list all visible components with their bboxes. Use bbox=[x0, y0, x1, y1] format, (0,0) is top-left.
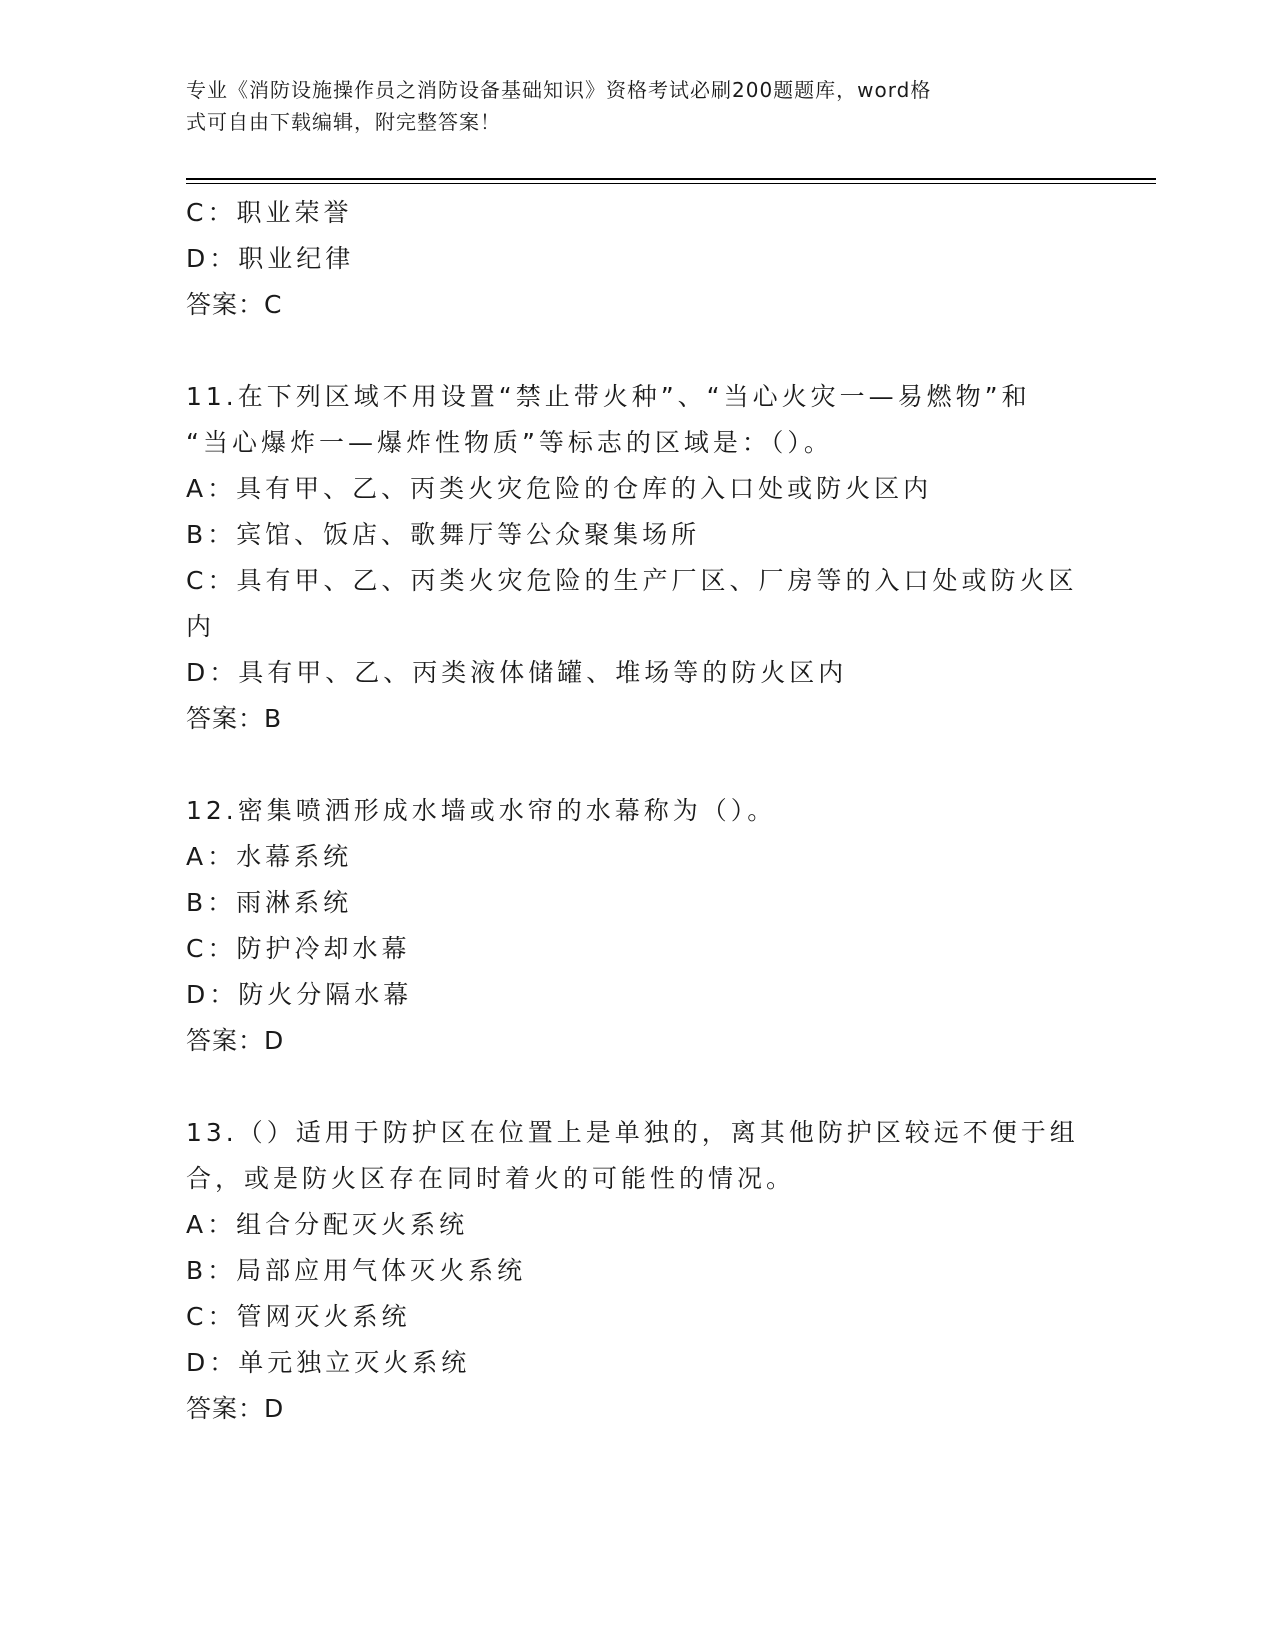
answer: 答案：C bbox=[186, 290, 283, 319]
option-d: D：防火分隔水幕 bbox=[186, 980, 413, 1009]
spacer bbox=[186, 742, 1086, 788]
spacer bbox=[186, 328, 1086, 374]
option-c-continued: 内 bbox=[186, 612, 216, 641]
option-b: B：局部应用气体灭火系统 bbox=[186, 1256, 527, 1285]
option-c: C：防护冷却水幕 bbox=[186, 934, 411, 963]
question-10-tail bbox=[186, 190, 1086, 328]
option-c: C：具有甲、乙、丙类火灾危险的生产厂区、厂房等的入口处或防火区 bbox=[186, 566, 1078, 595]
option-d: D：单元独立灭火系统 bbox=[186, 1348, 471, 1377]
header-rule-thick bbox=[186, 178, 1156, 180]
option-a: A：水幕系统 bbox=[186, 842, 353, 871]
answer: 答案：B bbox=[186, 704, 283, 733]
answer: 答案：D bbox=[186, 1394, 285, 1423]
question-text: “当心爆炸一—爆炸性物质”等标志的区域是：（）。 bbox=[186, 428, 833, 457]
option-a: A：组合分配灭火系统 bbox=[186, 1210, 469, 1239]
option-d: D：职业纪律 bbox=[186, 244, 355, 273]
question-text: 合，或是防火区存在同时着火的可能性的情况。 bbox=[186, 1164, 796, 1193]
header-line-2: 式可自由下载编辑，附完整答案！ bbox=[186, 110, 501, 134]
header-rule-thin bbox=[186, 183, 1156, 184]
document-body bbox=[186, 190, 1086, 1432]
question-text: 13.（）适用于防护区在位置上是单独的，离其他防护区较远不便于组 bbox=[186, 1118, 1079, 1147]
option-c: C：管网灭火系统 bbox=[186, 1302, 411, 1331]
option-a: A：具有甲、乙、丙类火灾危险的仓库的入口处或防火区内 bbox=[186, 474, 933, 503]
option-d: D：具有甲、乙、丙类液体储罐、堆场等的防火区内 bbox=[186, 658, 848, 687]
question-13 bbox=[186, 1110, 1086, 1432]
question-12 bbox=[186, 788, 1086, 1064]
option-c: C：职业荣誉 bbox=[186, 198, 353, 227]
answer: 答案：D bbox=[186, 1026, 285, 1055]
option-b: B：雨淋系统 bbox=[186, 888, 353, 917]
spacer bbox=[186, 1064, 1086, 1110]
document-header bbox=[186, 74, 1086, 138]
option-b: B：宾馆、饭店、歌舞厅等公众聚集场所 bbox=[186, 520, 701, 549]
question-11 bbox=[186, 374, 1086, 742]
header-line-1: 专业《消防设施操作员之消防设备基础知识》资格考试必刷200题题库，word格 bbox=[186, 78, 932, 102]
question-text: 12.密集喷洒形成水墙或水帘的水幕称为（）。 bbox=[186, 796, 777, 825]
question-text: 11.在下列区域不用设置“禁止带火种”、“当心火灾一—易燃物”和 bbox=[186, 382, 1031, 411]
